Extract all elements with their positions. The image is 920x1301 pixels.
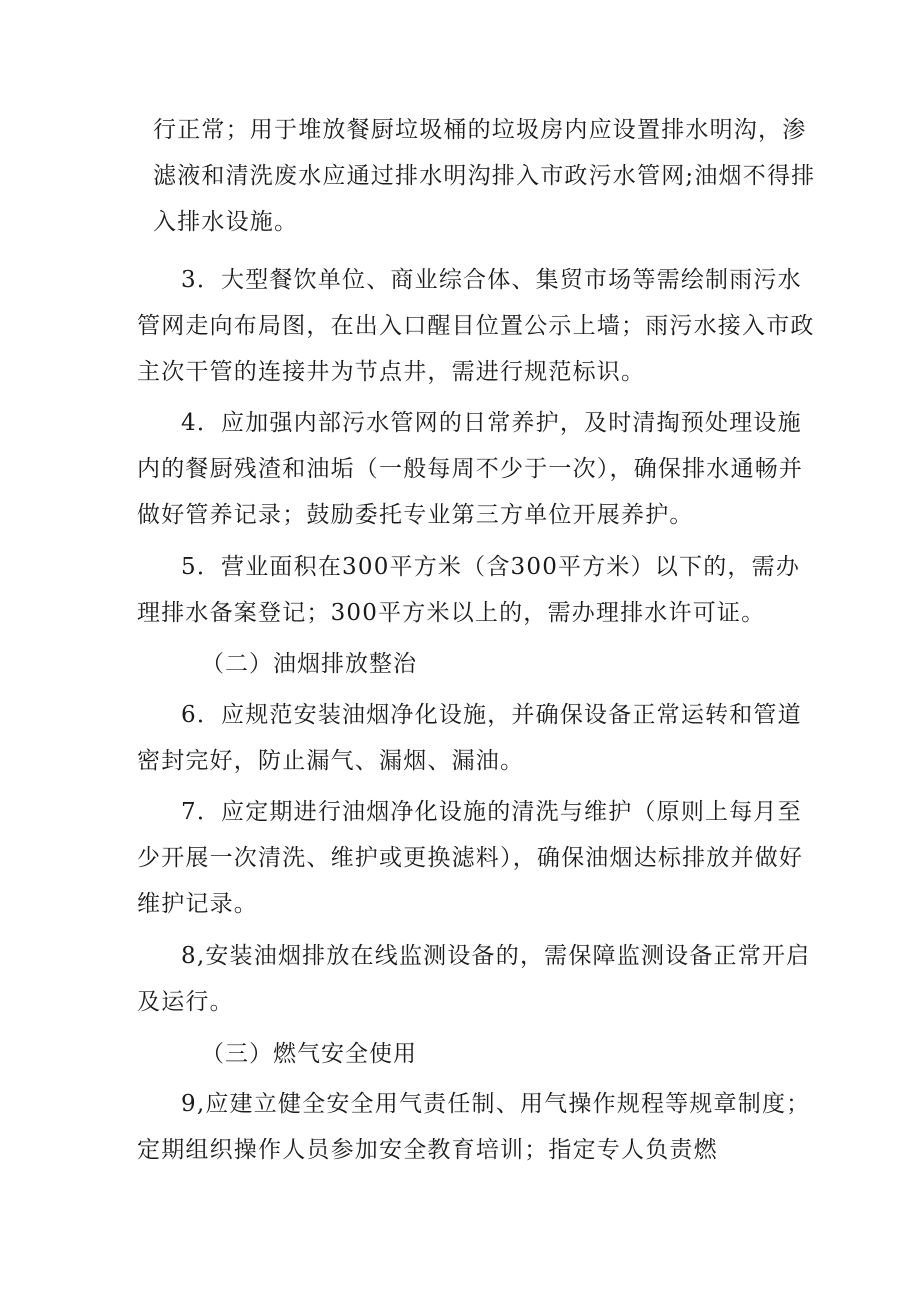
text-line: 6．应规范安装油烟净化设施，并确保设备正常运转和管道: [181, 702, 802, 728]
text-line: 入排水设施。: [153, 209, 299, 235]
text-line: 少开展一次清洗、维护或更换滤料），确保油烟达标排放并做好: [137, 845, 804, 871]
text-line: 密封完好，防止漏气、漏烟、漏油。: [137, 748, 525, 774]
text-line: 定期组织操作人员参加安全教育培训；指定专人负责燃: [137, 1137, 718, 1163]
text-line: 9,应建立健全安全用气责任制、用气操作规程等规章制度；: [181, 1091, 811, 1117]
text-line: 8,安装油烟排放在线监测设备的，需保障监测设备正常开启: [181, 943, 811, 969]
text-line: 5．营业面积在300平方米（含300平方米）以下的，需办: [181, 554, 801, 580]
text-line: 理排水备案登记；300平方米以上的，需办理排水许可证。: [137, 600, 766, 626]
text-line: 管网走向布局图，在出入口醒目位置公示上墙；雨污水接入市政: [137, 313, 815, 339]
text-line: 维护记录。: [137, 891, 258, 917]
text-line: 行正常；用于堆放餐厨垃圾桶的垃圾房内应设置排水明沟，渗: [153, 117, 807, 143]
text-line: 主次干管的连接井为节点井，需进行规范标识。: [137, 359, 646, 385]
section-heading: （三）燃气安全使用: [201, 1041, 417, 1067]
text-line: 7．应定期进行油烟净化设施的清洗与维护（原则上每月至: [181, 799, 802, 825]
section-heading: （二）油烟排放整治: [201, 651, 417, 677]
text-line: 做好管养记录；鼓励委托专业第三方单位开展养护。: [137, 502, 694, 528]
text-line: 3．大型餐饮单位、商业综合体、集贸市场等需绘制雨污水: [181, 267, 802, 293]
text-line: 及运行。: [137, 989, 234, 1015]
text-line: 内的餐厨残渣和油垢（一般每周不少于一次），确保排水通畅并: [137, 456, 804, 482]
text-line: 4．应加强内部污水管网的日常养护，及时清掏预处理设施: [181, 410, 802, 436]
text-line: 滤液和清洗废水应通过排水明沟排入市政污水管网;油烟不得排: [153, 163, 816, 189]
